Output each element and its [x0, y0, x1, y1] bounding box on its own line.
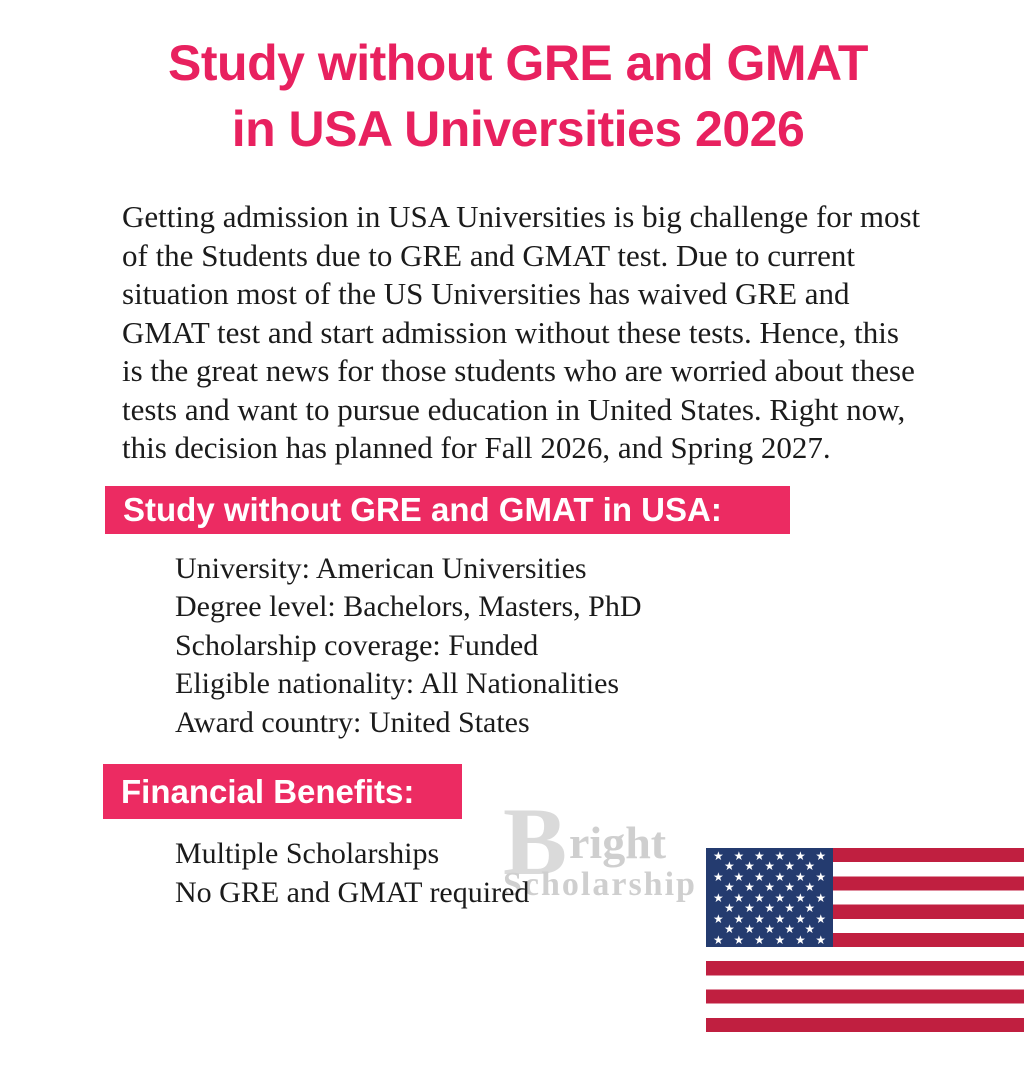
- page-title-line1: Study without GRE and GMAT: [168, 35, 868, 91]
- section-heading-study-without-gre: [105, 486, 790, 534]
- list-item: Award country: United States: [175, 705, 530, 739]
- star-row: ★ ★ ★ ★ ★: [724, 880, 816, 894]
- page-title-line2: in USA Universities 2026: [231, 101, 805, 157]
- watermark-brand-rest: right: [569, 817, 667, 868]
- star-row: ★ ★ ★ ★ ★ ★: [713, 932, 827, 947]
- watermark-brand-line2: Scholarship: [503, 866, 697, 903]
- list-item: Multiple Scholarships: [175, 837, 440, 870]
- section-heading-financial-benefits: [103, 764, 462, 819]
- section-heading-label: Study without GRE and GMAT in USA:: [123, 490, 722, 528]
- list-item: No GRE and GMAT required: [175, 875, 530, 909]
- watermark-initial: B: [503, 788, 568, 895]
- list-item: Degree level: Bachelors, Masters, PhD: [175, 590, 642, 623]
- page-title: [0, 0, 1036, 162]
- section-heading-label: Financial Benefits:: [121, 772, 415, 810]
- star-row: ★ ★ ★ ★ ★ ★: [713, 911, 827, 926]
- star-row: ★ ★ ★ ★ ★ ★: [713, 848, 827, 863]
- star-row: ★ ★ ★ ★ ★: [724, 859, 816, 873]
- star-row: ★ ★ ★ ★ ★ ★: [713, 890, 827, 905]
- star-row: ★ ★ ★ ★ ★ ★: [713, 869, 827, 884]
- list-item: University: American Universities: [175, 551, 587, 585]
- scholarship-details-list: [175, 550, 1036, 743]
- list-item: Scholarship coverage: Funded: [175, 628, 539, 662]
- star-row: ★ ★ ★ ★ ★: [724, 922, 816, 936]
- star-row: ★ ★ ★ ★ ★: [724, 901, 816, 915]
- financial-benefits-list: [175, 835, 1036, 915]
- list-item: Eligible nationality: All Nationalities: [175, 667, 620, 700]
- intro-paragraph: Getting admission in USA Universities is big challenge for most of the Students due to GRE and GMAT test. Due to current situation most of the US Universities has waived GRE and GMAT test and start admission without these tests. Hence, this is the great news for those students who are worried about these tests and want to pursue education in United States. Right now, this decision has planned for Fall 2026, and Spring 2027.: [122, 199, 921, 465]
